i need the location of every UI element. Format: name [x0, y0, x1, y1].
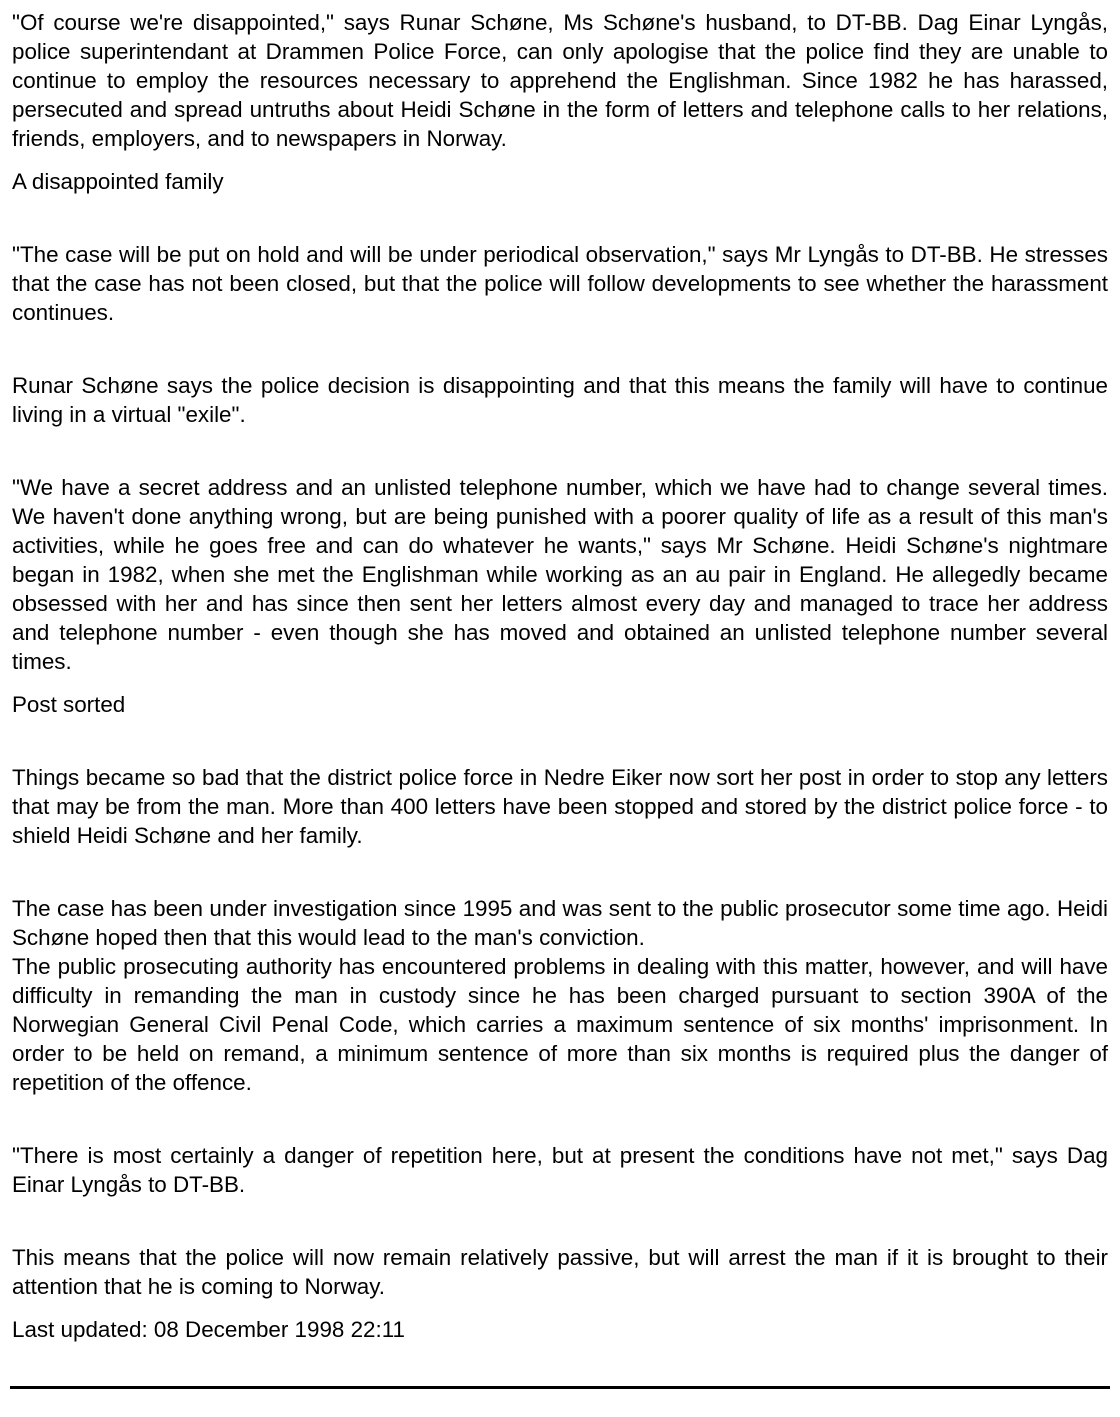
subheading-disappointed-family: A disappointed family — [12, 169, 224, 194]
horizontal-rule — [10, 1386, 1110, 1389]
paragraph-case-on-hold: "The case will be put on hold and will be under periodical observation," says Mr Lyngås to DT-BB. He stresses that the case has not been closed, but that the police will follow developments to see whether the harassment continues. — [12, 242, 1108, 325]
paragraph-intro: "Of course we're disappointed," says Runar Schøne, Ms Schøne's husband, to DT-BB. Dag Einar Lyngås, police superintendant at Drammen Police Force, can only apologise that the police find they are unable to continue to employ the resources necessary to apprehend the Englishman. Since 1982 he has harassed, persecuted and spread untruths about Heidi Schøne in the form of letters and telephone calls to her relations, friends, employers, and to newspapers in Norway. — [12, 10, 1108, 151]
article-body — [12, 8, 1108, 1344]
paragraph-exile: Runar Schøne says the police decision is disappointing and that this means the family will have to continue living in a virtual "exile". — [12, 373, 1108, 427]
paragraph-secret-address: "We have a secret address and an unlisted telephone number, which we have had to change several times. We haven't done anything wrong, but are being punished with a poorer quality of life as a result of this man's activities, while he goes free and can do whatever he wants," says Mr Schøne. Heidi Schøne's nightmare began in 1982, when she met the Englishman while working as an au pair in England. He allegedly became obsessed with her and has since then sent her letters almost every day and managed to trace her address and telephone number - even though she has moved and obtained an unlisted telephone number several times. — [12, 475, 1108, 674]
subheading-post-sorted: Post sorted — [12, 692, 126, 717]
paragraph-police-passive: This means that the police will now remain relatively passive, but will arrest the man if it is brought to their attention that he is coming to Norway. — [12, 1245, 1108, 1299]
last-updated-timestamp: Last updated: 08 December 1998 22:11 — [12, 1317, 405, 1342]
paragraph-post-sorting: Things became so bad that the district police force in Nedre Eiker now sort her post in order to stop any letters that may be from the man. More than 400 letters have been stopped and stored by the district police force - to shield Heidi Schøne and her family. — [12, 765, 1108, 848]
paragraph-investigation: The case has been under investigation since 1995 and was sent to the public prosecutor some time ago. Heidi Schøne hoped then that this would lead to the man's conviction. — [12, 896, 1108, 950]
paragraph-prosecuting-authority: The public prosecuting authority has encountered problems in dealing with this matter, however, and will have difficulty in remanding the man in custody since he has been charged pursuant to section 390A of the Norwegian General Civil Penal Code, which carries a maximum sentence of six months' imprisonment. In order to be held on remand, a minimum sentence of more than six months is required plus the danger of repetition of the offence. — [12, 954, 1108, 1095]
paragraph-danger-of-repetition: "There is most certainly a danger of repetition here, but at present the conditions have not met," says Dag Einar Lyngås to DT-BB. — [12, 1143, 1108, 1197]
